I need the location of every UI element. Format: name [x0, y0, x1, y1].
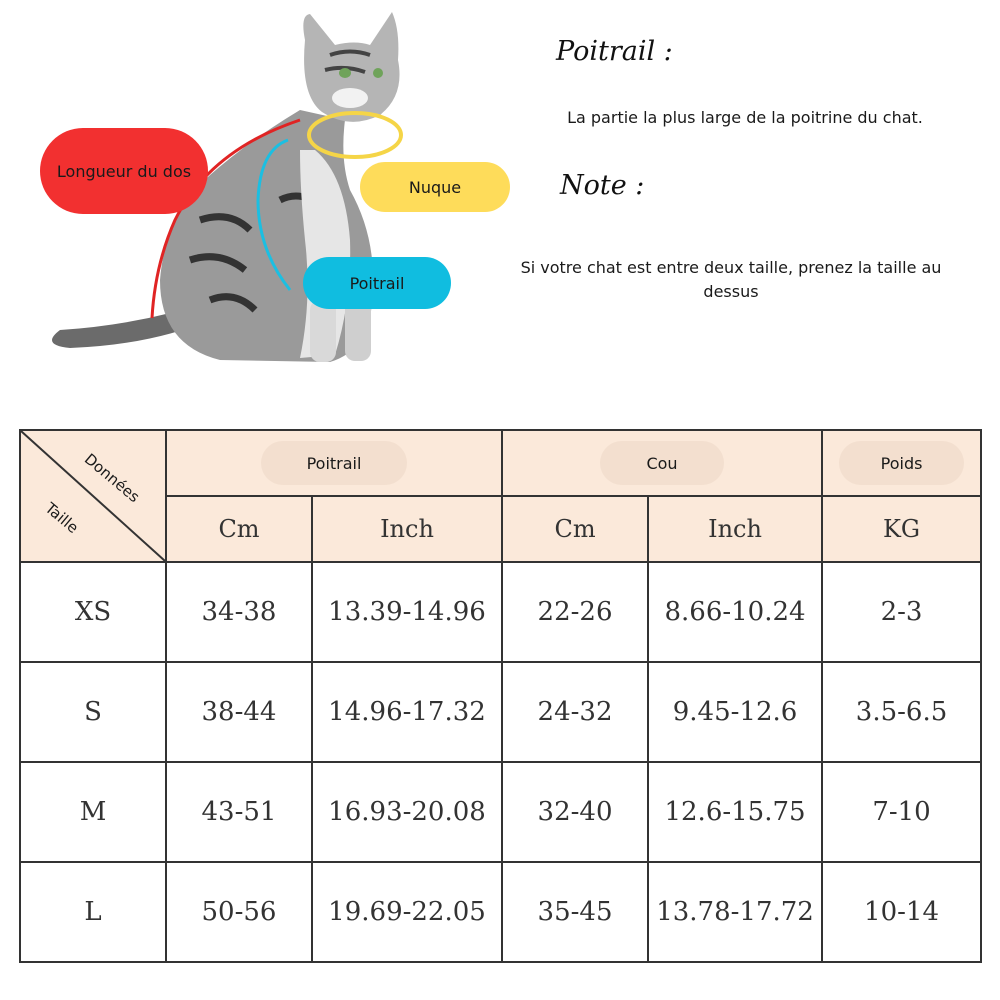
table-cell: 3.5-6.5: [822, 662, 981, 762]
group-label: Poitrail: [261, 441, 408, 485]
table-cell: 24-32: [502, 662, 648, 762]
cat-leg-front: [310, 300, 336, 362]
group-header-cou: [502, 430, 822, 496]
table-cell: 32-40: [502, 762, 648, 862]
table-cell: 50-56: [166, 862, 312, 962]
table-cell: 35-45: [502, 862, 648, 962]
table-row: [20, 862, 981, 962]
table-cell: 2-3: [822, 562, 981, 662]
group-header-poitrail: [166, 430, 502, 496]
size-cell: S: [20, 662, 166, 762]
table-cell: 38-44: [166, 662, 312, 762]
unit-header: Inch: [648, 496, 822, 562]
note-description: Si votre chat est entre deux taille, prenez la taille au dessus: [520, 258, 942, 301]
neck-label: Nuque: [360, 162, 510, 212]
group-label: Poids: [839, 441, 965, 485]
table-cell: 14.96-17.32: [312, 662, 502, 762]
group-header-poids: [822, 430, 981, 496]
table-cell: 22-26: [502, 562, 648, 662]
table-cell: 7-10: [822, 762, 981, 862]
table-cell: 12.6-15.75: [648, 762, 822, 862]
cat-eye-left: [339, 68, 351, 78]
back-length-label: Longueur du dos: [40, 128, 208, 214]
table-cell: 10-14: [822, 862, 981, 962]
unit-header: KG: [822, 496, 981, 562]
table-cell: 43-51: [166, 762, 312, 862]
table-cell: 9.45-12.6: [648, 662, 822, 762]
table-cell: 34-38: [166, 562, 312, 662]
unit-header: Cm: [502, 496, 648, 562]
corner-header: [20, 430, 166, 562]
corner-label-taille: Taille: [41, 499, 82, 537]
chest-label: Poitrail: [303, 257, 451, 309]
size-cell: M: [20, 762, 166, 862]
chest-description: La partie la plus large de la poitrine du chat.: [567, 108, 923, 127]
unit-header: Cm: [166, 496, 312, 562]
size-cell: L: [20, 862, 166, 962]
unit-header: Inch: [312, 496, 502, 562]
cat-eye-right: [373, 68, 383, 78]
corner-label-donnees: Données: [80, 449, 144, 507]
table-cell: 19.69-22.05: [312, 862, 502, 962]
table-row: [20, 762, 981, 862]
chest-heading: Poitrail :: [556, 36, 673, 67]
size-cell: XS: [20, 562, 166, 662]
table-row: [20, 562, 981, 662]
cat-muzzle: [332, 88, 368, 108]
size-table: [19, 429, 982, 963]
table-cell: 8.66-10.24: [648, 562, 822, 662]
note-heading: Note :: [560, 170, 645, 201]
table-cell: 13.39-14.96: [312, 562, 502, 662]
table-cell: 16.93-20.08: [312, 762, 502, 862]
table-cell: 13.78-17.72: [648, 862, 822, 962]
group-label: Cou: [600, 441, 723, 485]
table-row: [20, 662, 981, 762]
